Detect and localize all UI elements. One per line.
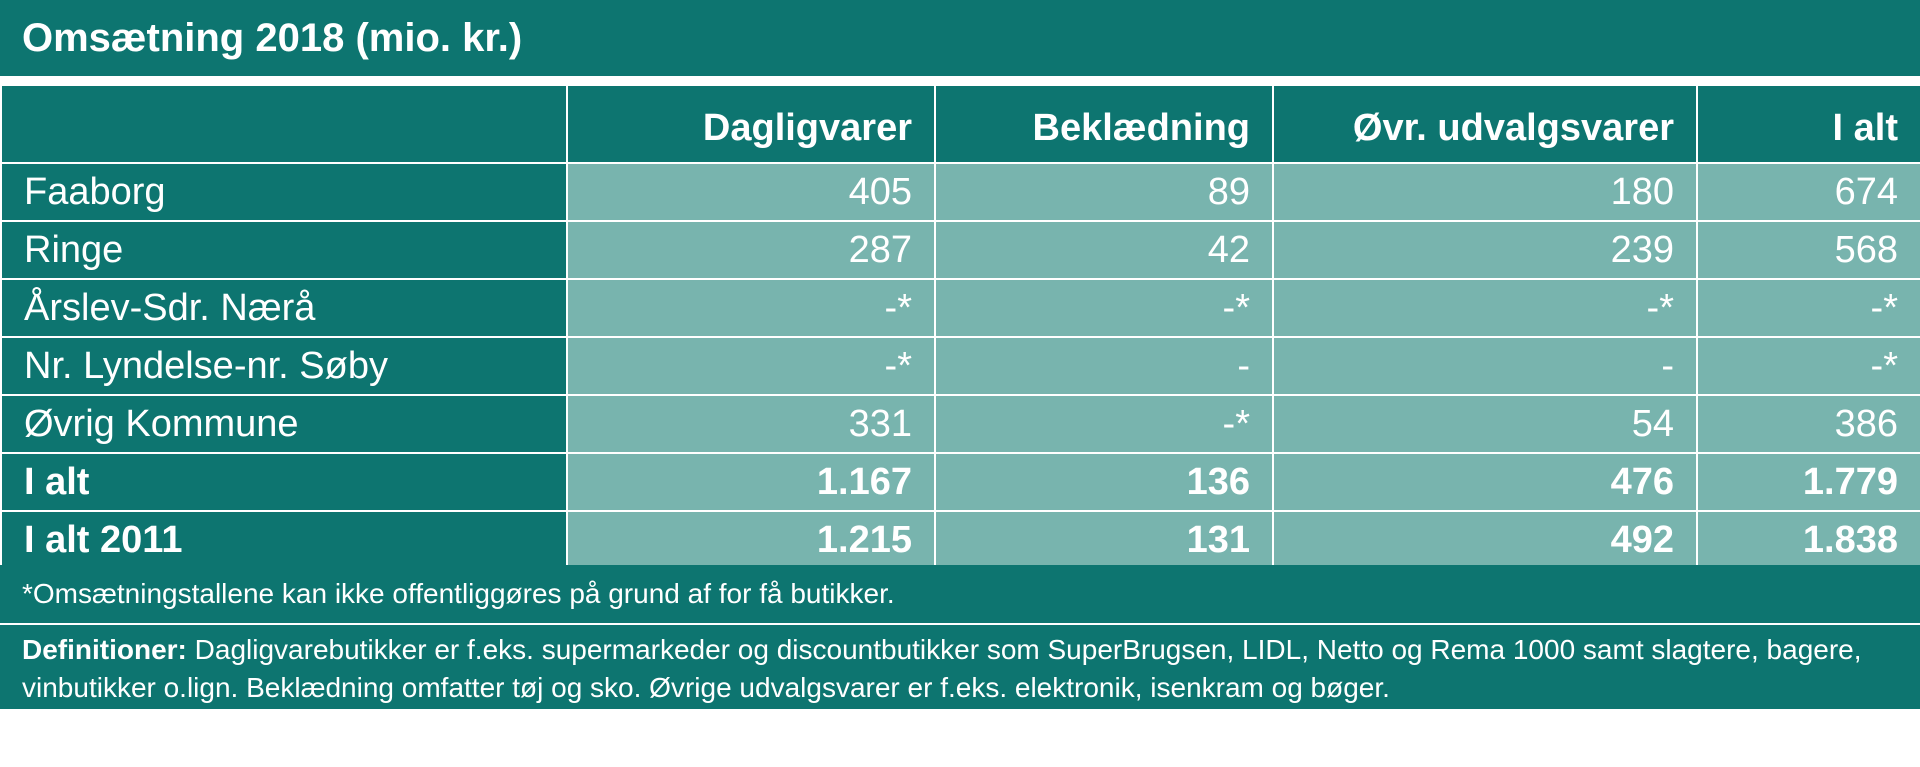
cell-dagligvarer: -*	[567, 279, 935, 337]
header-i-alt: I alt	[1697, 85, 1920, 163]
total-2011-beklaedning: 131	[935, 511, 1273, 569]
cell-beklaedning: 89	[935, 163, 1273, 221]
cell-dagligvarer: -*	[567, 337, 935, 395]
header-dagligvarer: Dagligvarer	[567, 85, 935, 163]
cell-dagligvarer: 287	[567, 221, 935, 279]
header-row	[1, 85, 1920, 163]
cell-beklaedning: -*	[935, 279, 1273, 337]
cell-dagligvarer: 405	[567, 163, 935, 221]
row-label: Faaborg	[1, 163, 567, 221]
cell-beklaedning: 42	[935, 221, 1273, 279]
row-label: Årslev-Sdr. Nærå	[1, 279, 567, 337]
cell-i-alt: 568	[1697, 221, 1920, 279]
table-title: Omsætning 2018 (mio. kr.)	[0, 0, 1920, 76]
definitions-lead: Definitioner:	[22, 634, 187, 665]
total-2011-ovr-udvalgsvarer: 492	[1273, 511, 1697, 569]
header-ovr-udvalgsvarer: Øvr. udvalgsvarer	[1273, 85, 1697, 163]
cell-beklaedning: -*	[935, 395, 1273, 453]
table-row	[1, 395, 1920, 453]
cell-ovr-udvalgsvarer: -*	[1273, 279, 1697, 337]
cell-i-alt: 674	[1697, 163, 1920, 221]
total-beklaedning: 136	[935, 453, 1273, 511]
total-2011-i-alt: 1.838	[1697, 511, 1920, 569]
table-row	[1, 163, 1920, 221]
total-row	[1, 453, 1920, 511]
row-label: Nr. Lyndelse-nr. Søby	[1, 337, 567, 395]
cell-dagligvarer: 331	[567, 395, 935, 453]
total-2011-row	[1, 511, 1920, 569]
definitions-text: Dagligvarebutikker er f.eks. supermarkeder og discountbutikker som SuperBrugsen, LIDL, Netto og Rema 1000 samt slagtere, bagere, vinbutikker o.lign. Beklædning omfatter tøj og sko. Øvrige udvalgsvarer er f.eks. elektronik, isenkram og bøger.	[22, 634, 1862, 703]
cell-ovr-udvalgsvarer: 239	[1273, 221, 1697, 279]
row-label: Ringe	[1, 221, 567, 279]
total-i-alt: 1.779	[1697, 453, 1920, 511]
definitions-note	[0, 625, 1920, 709]
sales-table	[0, 84, 1920, 570]
cell-i-alt: -*	[1697, 279, 1920, 337]
table-row	[1, 337, 1920, 395]
cell-i-alt: -*	[1697, 337, 1920, 395]
table-row	[1, 221, 1920, 279]
title-divider	[0, 76, 1920, 84]
total-ovr-udvalgsvarer: 476	[1273, 453, 1697, 511]
total-2011-dagligvarer: 1.215	[567, 511, 935, 569]
table-row	[1, 279, 1920, 337]
cell-beklaedning: -	[935, 337, 1273, 395]
cell-i-alt: 386	[1697, 395, 1920, 453]
cell-ovr-udvalgsvarer: 54	[1273, 395, 1697, 453]
total-dagligvarer: 1.167	[567, 453, 935, 511]
footnote: *Omsætningstallene kan ikke offentliggøres på grund af for få butikker.	[0, 565, 1920, 623]
total-2011-label: I alt 2011	[1, 511, 567, 569]
row-label: Øvrig Kommune	[1, 395, 567, 453]
total-label: I alt	[1, 453, 567, 511]
header-beklaedning: Beklædning	[935, 85, 1273, 163]
cell-ovr-udvalgsvarer: -	[1273, 337, 1697, 395]
header-empty	[1, 85, 567, 163]
cell-ovr-udvalgsvarer: 180	[1273, 163, 1697, 221]
